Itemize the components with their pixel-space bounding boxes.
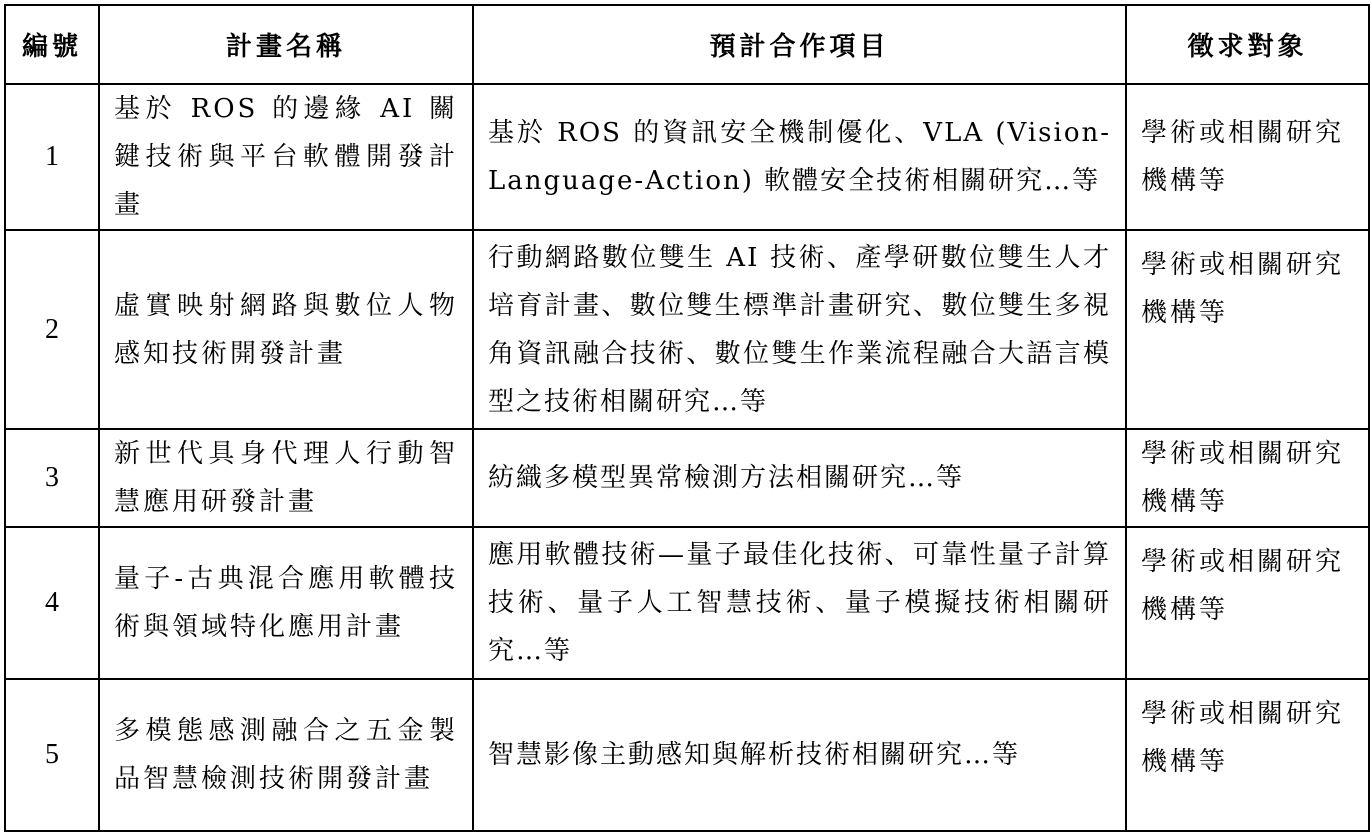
row-project-name: 量子-古典混合應用軟體技術與領域特化應用計畫 bbox=[99, 527, 473, 679]
header-project-name: 計畫名稱 bbox=[99, 5, 473, 84]
table-row bbox=[5, 429, 1369, 527]
row-project-name: 虛實映射網路與數位人物感知技術開發計畫 bbox=[99, 230, 473, 429]
header-number: 編號 bbox=[5, 5, 99, 84]
row-project-name: 基於 ROS 的邊緣 AI 關鍵技術與平台軟體開發計畫 bbox=[99, 84, 473, 230]
header-row bbox=[5, 5, 1369, 84]
row-cooperation-items: 智慧影像主動感知與解析技術相關研究…等 bbox=[473, 679, 1126, 831]
table-row bbox=[5, 84, 1369, 230]
row-number: 4 bbox=[5, 527, 99, 679]
table-body bbox=[5, 84, 1369, 831]
row-number: 3 bbox=[5, 429, 99, 527]
header-target: 徵求對象 bbox=[1126, 5, 1369, 84]
header-cooperation-items: 預計合作項目 bbox=[473, 5, 1126, 84]
row-project-name: 新世代具身代理人行動智慧應用研發計畫 bbox=[99, 429, 473, 527]
row-number: 5 bbox=[5, 679, 99, 831]
row-project-name: 多模態感測融合之五金製品智慧檢測技術開發計畫 bbox=[99, 679, 473, 831]
cooperation-projects-table bbox=[4, 4, 1370, 832]
row-cooperation-items: 行動網路數位雙生 AI 技術、產學研數位雙生人才培育計畫、數位雙生標準計畫研究、數位雙生多視角資訊融合技術、數位雙生作業流程融合大語言模型之技術相關研究…等 bbox=[473, 230, 1126, 429]
row-number: 1 bbox=[5, 84, 99, 230]
row-target: 學術或相關研究機構等 bbox=[1126, 230, 1369, 429]
table-row bbox=[5, 527, 1369, 679]
row-cooperation-items: 基於 ROS 的資訊安全機制優化、VLA (Vision-Language-Action) 軟體安全技術相關研究…等 bbox=[473, 84, 1126, 230]
table-row bbox=[5, 230, 1369, 429]
table-header bbox=[5, 5, 1369, 84]
row-target: 學術或相關研究機構等 bbox=[1126, 679, 1369, 831]
row-target: 學術或相關研究機構等 bbox=[1126, 84, 1369, 230]
row-target: 學術或相關研究機構等 bbox=[1126, 527, 1369, 679]
row-cooperation-items: 應用軟體技術—量子最佳化技術、可靠性量子計算技術、量子人工智慧技術、量子模擬技術相關研究…等 bbox=[473, 527, 1126, 679]
row-number: 2 bbox=[5, 230, 99, 429]
table-row bbox=[5, 679, 1369, 831]
row-target: 學術或相關研究機構等 bbox=[1126, 429, 1369, 527]
row-cooperation-items: 紡織多模型異常檢測方法相關研究…等 bbox=[473, 429, 1126, 527]
